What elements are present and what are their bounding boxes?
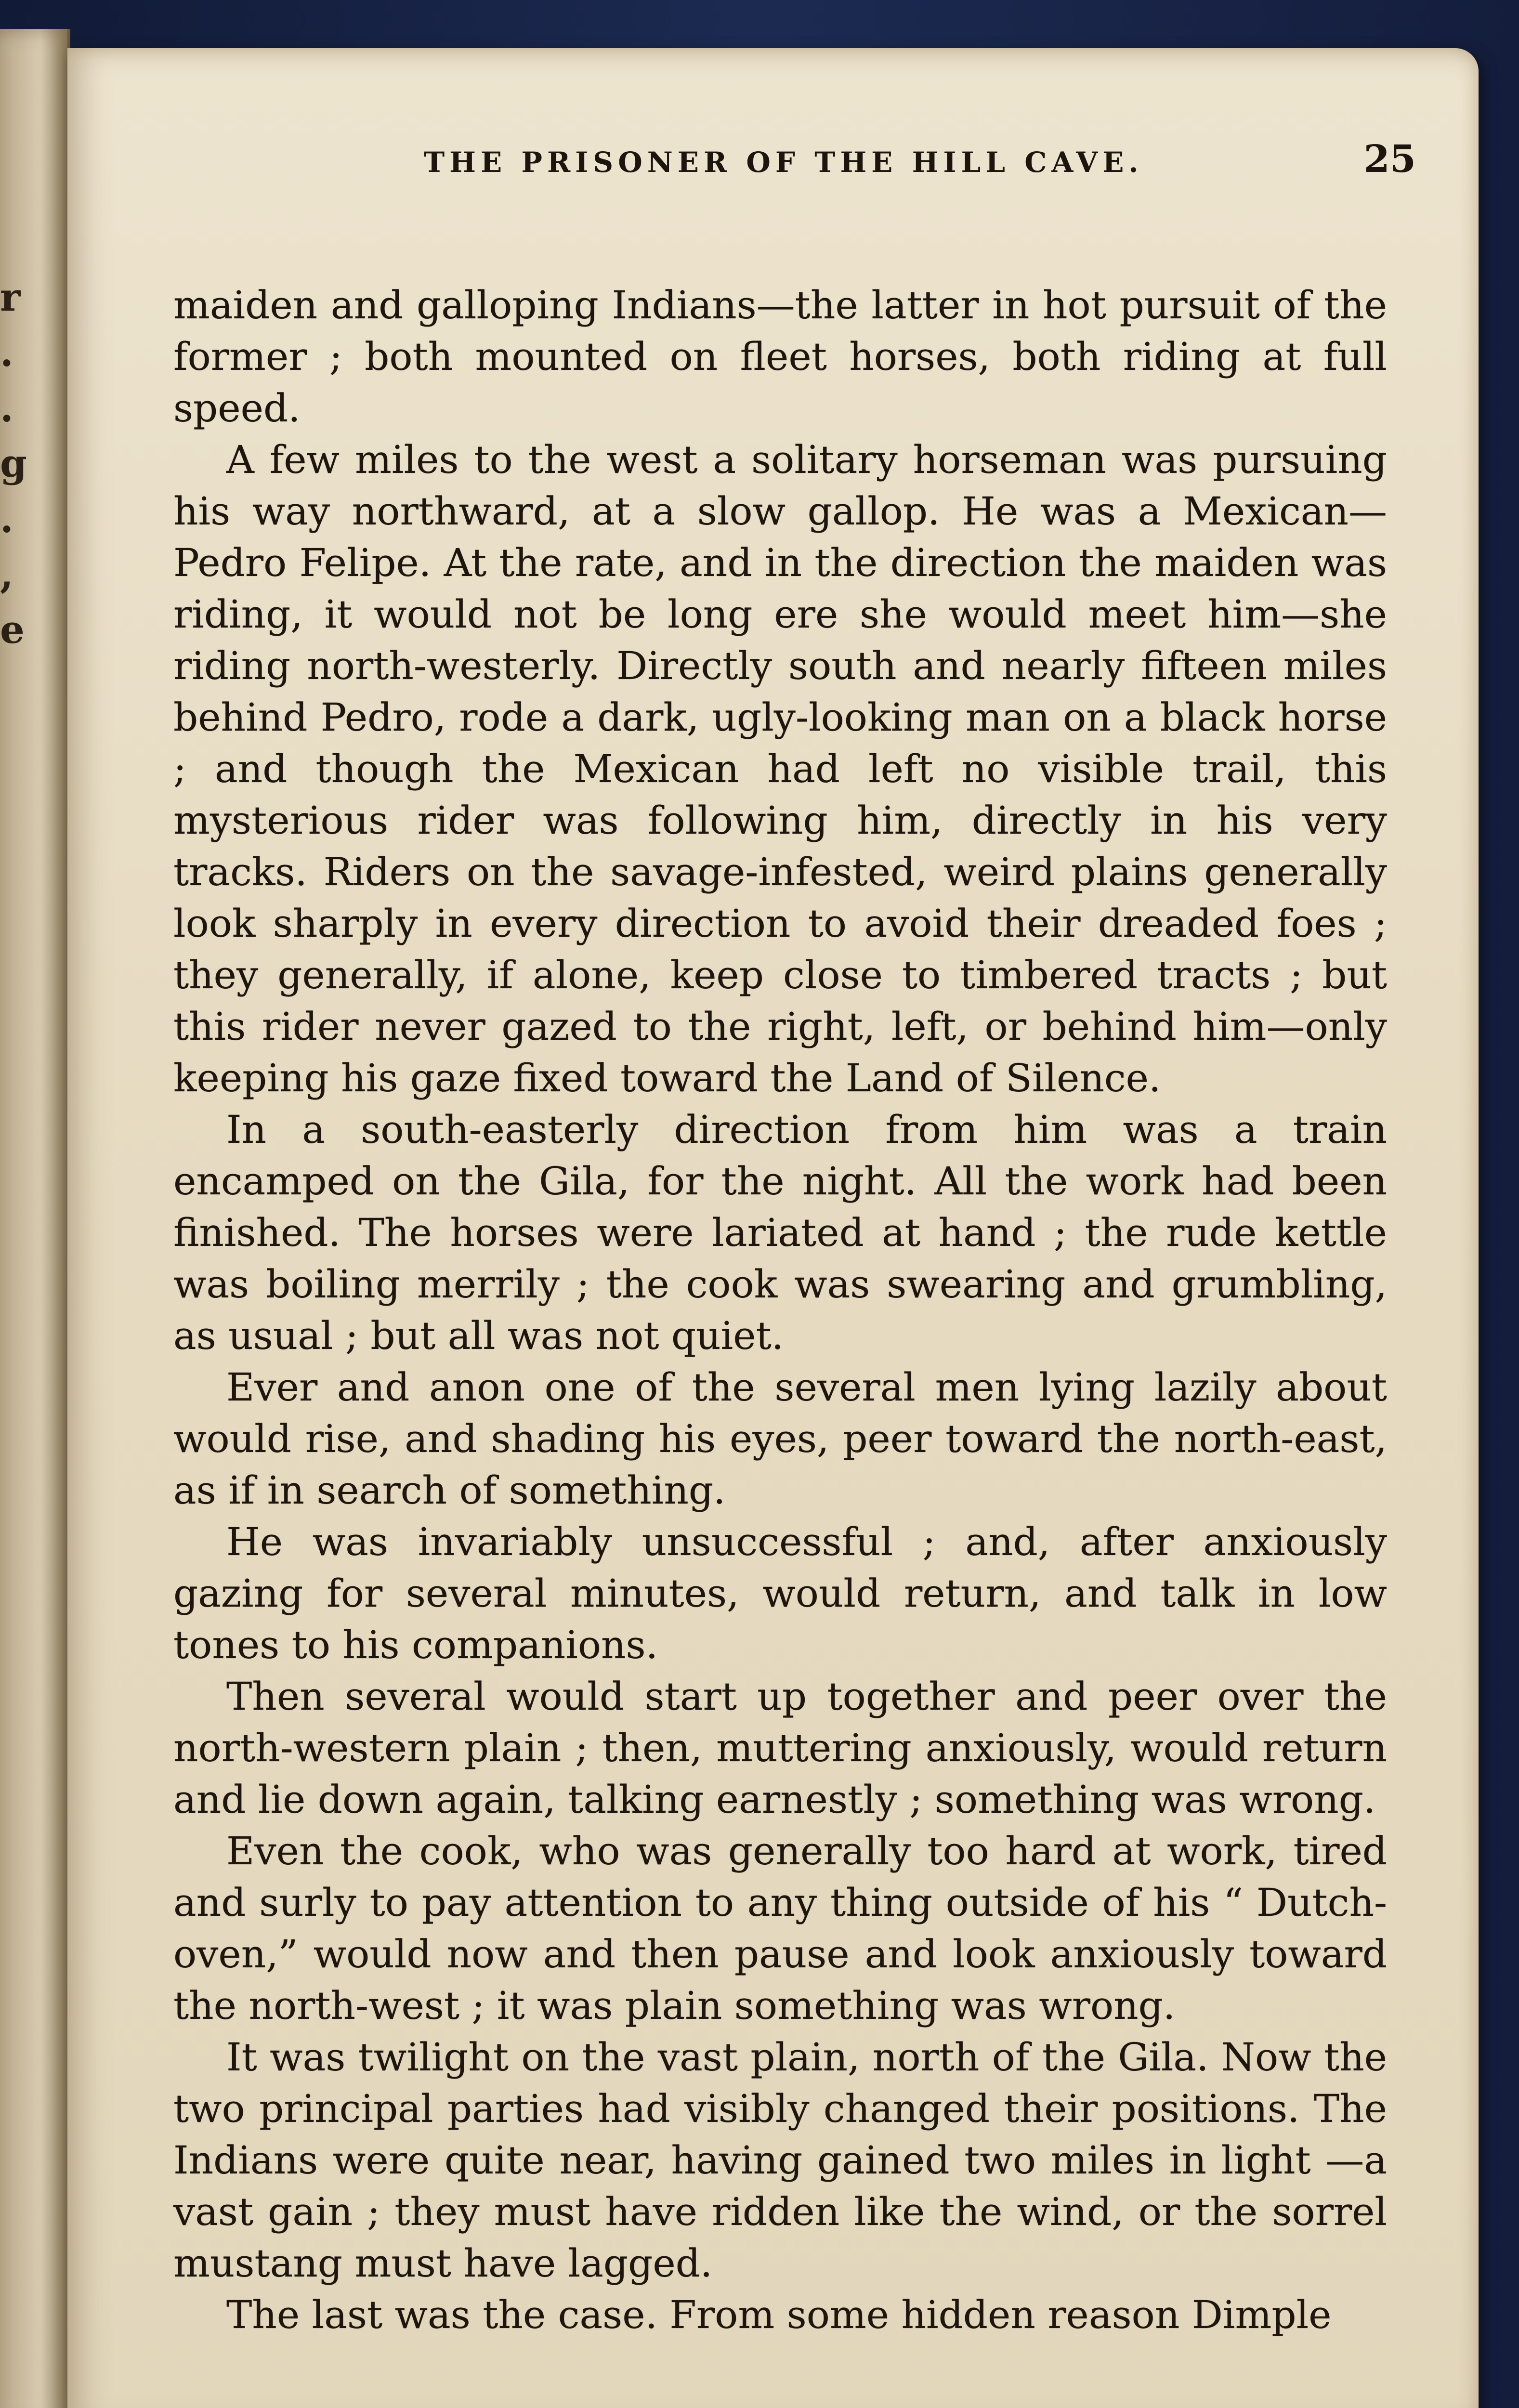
previous-page-margin-marks: r . . g . , e <box>0 275 27 652</box>
paragraph: Ever and anon one of the several men lying lazily about would rise, and shading his eyes, peer toward the north-east, as if in search of something. <box>173 1365 1387 1513</box>
paragraph: He was invariably unsuccessful ; and, after anxiously gazing for several minutes, would return, and talk in low tones to his companions. <box>173 1519 1387 1667</box>
page-number: 25 <box>1363 137 1416 181</box>
body-text <box>173 279 1387 2341</box>
paragraph: Then several would start up together and peer over the north-western plain ; then, muttering anxiously, would return and lie down again, talking earnestly ; something was wrong. <box>173 1674 1387 1822</box>
paragraph: The last was the case. From some hidden reason Dimple <box>226 2292 1332 2337</box>
paragraph: It was twilight on the vast plain, north of the Gila. Now the two principal parties had visibly changed their positions. The Indians were quite near, having gained two miles in light —a vast gain ; they must have ridden like the wind, or the sorrel mustang must have lagged. <box>173 2035 1387 2286</box>
book-page <box>67 48 1479 2408</box>
paragraph: In a south-easterly direction from him was a train encamped on the Gila, for the night. All the work had been finished. The horses were lariated at hand ; the rude kettle was boiling merrily ; the cook was swearing and grumbling, as usual ; but all was not quiet. <box>173 1107 1387 1358</box>
previous-page-edge <box>0 29 70 2408</box>
paragraph: Even the cook, who was generally too hard at work, tired and surly to pay attention to any thing outside of his “ Dutch-oven,” would now and then pause and look anxiously toward the north-west ; it was plain something was wrong. <box>173 1829 1387 2028</box>
paragraph: maiden and galloping Indians—the latter in hot pursuit of the former ; both mounted on fleet horses, both riding at full speed. <box>173 283 1387 431</box>
running-title: THE PRISONER OF THE HILL CAVE. <box>424 146 1143 179</box>
paragraph: A few miles to the west a solitary horseman was pursuing his way northward, at a slow gallop. He was a Mexican— Pedro Felipe. At the rate, and in the direction the maiden was riding, it would not be long ere she would meet him—she riding north-westerly. Directly south and nearly fifteen miles behind Pedro, rode a dark, ugly-looking man on a black horse ; and though the Mexican had left no visible trail, this mysterious rider was following him, directly in his very tracks. Riders on the savage-infested, weird plains generally look sharply in every direction to avoid their dreaded foes ; they generally, if alone, keep close to timbered tracts ; but this rider never gazed to the right, left, or behind him—only keeping his gaze fixed toward the Land of Silence. <box>173 437 1387 1100</box>
page-header <box>337 137 1416 195</box>
